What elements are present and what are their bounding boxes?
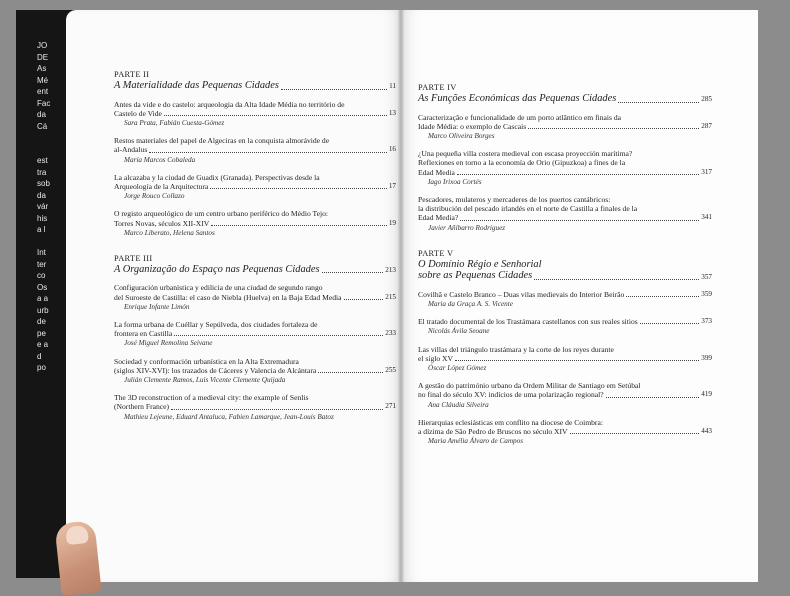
dot-leader: [174, 335, 383, 336]
part-label: PARTE III: [114, 253, 153, 263]
toc-entry: [418, 290, 712, 309]
dot-leader: [164, 115, 387, 116]
toc-part: [114, 70, 396, 238]
entry-title-line: [114, 402, 396, 411]
toc-part: [418, 83, 712, 233]
back-cover-line: e a: [37, 340, 49, 349]
entry-title: Edad Media: [418, 167, 455, 177]
entry-author: Marco Oliveira Borges: [428, 131, 495, 140]
entry-title: Edad Media?: [418, 213, 459, 223]
page-number: 443: [701, 426, 712, 435]
entry-title: Caracterização e funcionalidade de um porto atlântico em finais da: [418, 112, 622, 122]
back-cover-line: his: [37, 213, 48, 223]
dot-leader: [618, 102, 699, 103]
dot-leader: [281, 89, 387, 90]
entry-title-line: [114, 182, 396, 191]
toc-entry: [114, 209, 396, 238]
entry-title: The 3D reconstruction of a medieval city: the example of Senlis: [114, 393, 309, 403]
entry-title: (siglos XIV-XVI): los trazados de Cáceres y Valencia de Alcántara: [114, 365, 317, 375]
entry-author: Maria da Graça A. S. Vicente: [428, 299, 513, 308]
back-cover-line: Os: [37, 282, 48, 292]
entry-title-line: [418, 427, 712, 436]
part-heading-line: [114, 264, 396, 276]
back-cover-line: da: [37, 190, 46, 200]
page-number: 419: [701, 390, 712, 399]
entry-title: del Suroeste de Castilla: el caso de Niebla (Huelva) en la Baja Edad Media: [114, 292, 342, 302]
right-toc-column: [418, 83, 712, 456]
part-heading-line: [418, 270, 712, 282]
toc-entry: [114, 136, 396, 165]
entry-author: María Marcos Cobaleda: [124, 155, 196, 164]
entry-author: Enrique Infante Limón: [124, 302, 190, 311]
page-number: 359: [701, 289, 712, 298]
part-heading-line: [418, 93, 712, 105]
back-cover-line: DE: [37, 52, 49, 62]
toc-part: [114, 254, 396, 422]
entry-title: El tratado documental de los Trastámara castellanos con sus reales sitios: [418, 317, 638, 327]
entry-title: al-Andalus: [114, 145, 148, 155]
entry-title-line: [418, 317, 712, 326]
page-number: 13: [388, 108, 396, 117]
part-label: PARTE V: [418, 248, 454, 258]
entry-title-line: [114, 145, 396, 154]
back-cover-line: de: [37, 317, 46, 326]
back-cover-line: da: [37, 110, 46, 119]
dot-leader: [455, 360, 699, 361]
toc-entry: [114, 357, 396, 386]
toc-entry: [418, 195, 712, 233]
entry-author: Maria Amélia Álvaro de Campos: [428, 437, 524, 446]
toc-entry: [418, 418, 712, 447]
back-cover-line: Cá: [37, 121, 48, 131]
page-number: 287: [701, 121, 712, 130]
entry-title: Las villas del triángulo trastámara y la corte de los reyes durante: [418, 344, 614, 354]
entry-author: Julián Clemente Ramos, Luis Vicente Clemente Quijada: [124, 376, 286, 385]
entry-title-line: [114, 109, 396, 118]
back-cover-line: est: [37, 156, 48, 165]
dot-leader: [457, 174, 699, 175]
entry-title-line: [114, 366, 396, 375]
entry-title: la distribución del pescado irlandés en el norte de Castilla a finales de la: [418, 204, 638, 214]
entry-title-line: [114, 293, 396, 302]
dot-leader: [210, 188, 387, 189]
entry-author: Óscar López Gómez: [428, 363, 487, 372]
dot-leader: [171, 409, 383, 410]
entry-title: (Northern France): [114, 402, 170, 412]
entry-title-line: [418, 390, 712, 399]
page-number: 215: [385, 292, 396, 301]
back-cover-line: co: [37, 271, 46, 280]
entry-title: Arqueología de la Arquitectura: [114, 181, 209, 191]
back-cover-line: ent: [37, 87, 49, 96]
page-number: 341: [701, 213, 712, 222]
entry-author: Sara Prata, Fabián Cuesta-Gómez: [124, 118, 225, 127]
entry-title: frontera en Castilla: [114, 329, 173, 339]
part-label: PARTE II: [114, 70, 150, 79]
entry-author: Ana Cláudia Silveira: [428, 400, 489, 409]
entry-title-line: [418, 354, 712, 363]
dot-leader: [528, 128, 699, 129]
toc-entry: [418, 345, 712, 374]
toc-part: [418, 249, 712, 447]
dot-leader: [606, 397, 700, 398]
entry-title: Configuración urbanística y edilicia de una ciudad de segundo rango: [114, 283, 323, 293]
entry-author: Jorge Rouco Collazo: [124, 192, 185, 201]
back-cover-line: vár: [37, 202, 49, 211]
dot-leader: [460, 220, 699, 221]
entry-title: A gestão do património urbano da Ordem Militar de Santiago em Setúbal: [418, 381, 641, 391]
entry-author: Iago Irixoa Cortés: [428, 177, 482, 186]
page-number: 271: [385, 402, 396, 411]
part-title: O Domínio Régio e Senhorial: [418, 258, 542, 270]
entry-title: La alcazaba y la ciudad de Guadix (Granada). Perspectivas desde la: [114, 172, 320, 182]
dot-leader: [344, 299, 384, 300]
back-cover-line: JO: [37, 41, 48, 50]
back-cover-line: tra: [37, 167, 47, 177]
page-number: 233: [385, 329, 396, 338]
entry-title: Restos materiales del papel de Algeciras en la conquista almorávide de: [114, 136, 330, 146]
back-cover-line: sob: [37, 179, 50, 188]
entry-title-line: [418, 213, 712, 222]
entry-title: Sociedad y conformación urbanística en la Alta Extremadura: [114, 356, 299, 366]
entry-title: Torres Novas, séculos XII-XIV: [114, 218, 210, 228]
entry-title: Reflexiones en torno a la economía de Orio (Gipuzkoa) a fines de la: [418, 158, 626, 168]
part-title: A Organização do Espaço nas Pequenas Cidades: [114, 263, 320, 275]
dot-leader: [322, 272, 384, 273]
back-cover-line: Int: [37, 248, 46, 257]
part-heading-line: [114, 80, 396, 92]
entry-title: Idade Média: o exemplo de Cascais: [418, 121, 527, 131]
dot-leader: [640, 323, 699, 324]
entry-title: el siglo XV: [418, 353, 454, 363]
thumbnail-nail: [65, 525, 89, 545]
page-number: 285: [701, 95, 712, 104]
toc-entry: [418, 149, 712, 187]
toc-entry: [114, 173, 396, 202]
page-number: 373: [701, 317, 712, 326]
page-number: 357: [701, 272, 712, 281]
entry-title: ¿Una pequeña villa costera medieval con escasa proyección marítima?: [418, 149, 633, 159]
entry-title: Castelo de Vide: [114, 108, 162, 118]
entry-title: Pescadores, mulateros y mercaderes de los puertos cantábricos:: [418, 194, 611, 204]
page-number: 213: [385, 266, 396, 275]
entry-title-line: [418, 168, 712, 177]
page-number: 16: [388, 145, 396, 154]
toc-entry: [114, 100, 396, 129]
part-title: sobre as Pequenas Cidades: [418, 270, 533, 282]
back-cover-line: pe: [37, 328, 46, 338]
back-cover-line: Mé: [37, 75, 49, 85]
entry-author: José Miguel Remolina Seivane: [124, 339, 213, 348]
entry-title: no final do século XV: indícios de uma polarização regional?: [418, 390, 604, 400]
dot-leader: [534, 279, 699, 280]
part-label: PARTE IV: [418, 83, 457, 92]
entry-title-line: [418, 290, 712, 299]
page-number: 255: [385, 365, 396, 374]
back-cover-line: Fac: [37, 98, 51, 108]
toc-entry: [114, 393, 396, 422]
part-title: A Materialidade das Pequenas Cidades: [114, 80, 279, 91]
back-cover-line: urb: [37, 305, 49, 315]
toc-entry: [114, 320, 396, 349]
part-title: As Funções Económicas das Pequenas Cidades: [418, 93, 617, 104]
toc-entry: [418, 113, 712, 142]
back-cover-line: d: [37, 351, 42, 361]
toc-entry: [114, 283, 396, 312]
dot-leader: [149, 152, 386, 153]
entry-title: Covilhã e Castelo Branco – Duas vilas medievais do Interior Beirão: [418, 289, 625, 299]
toc-entry: [418, 317, 712, 336]
entry-author: Marco Liberato, Helena Santos: [124, 228, 215, 237]
page-number: 17: [388, 181, 396, 190]
page-number: 399: [701, 353, 712, 362]
toc-entry: [418, 381, 712, 410]
page-number: 317: [701, 167, 712, 176]
entry-title-line: [114, 329, 396, 338]
dot-leader: [626, 296, 699, 297]
back-cover-line: a l: [37, 225, 46, 234]
entry-title: Antes da vide e do castelo: arqueologia da Alta Idade Média no território de: [114, 99, 345, 109]
dot-leader: [318, 372, 383, 373]
book-spine: [398, 10, 404, 582]
entry-author: Nicolás Ávila Seoane: [428, 327, 490, 336]
back-cover-line: As: [37, 64, 47, 73]
left-toc-column: [114, 70, 396, 432]
dot-leader: [211, 225, 387, 226]
entry-title-line: [418, 122, 712, 131]
back-cover-line: a a: [37, 294, 49, 303]
page-number: 19: [388, 218, 396, 227]
page-number: 11: [389, 82, 396, 91]
entry-title: Hierarquias eclesiásticas em conflito na diocese de Coimbra:: [418, 417, 603, 427]
entry-title: a dízima de São Pedro de Bruscos no século XIV: [418, 426, 568, 436]
entry-author: Javier Añíbarro Rodríguez: [428, 223, 506, 232]
entry-title-line: [114, 219, 396, 228]
entry-title: O registo arqueológico de um centro urbano periférico do Médio Tejo:: [114, 209, 328, 219]
back-cover-line: ter: [37, 259, 47, 269]
back-cover-line: po: [37, 363, 46, 372]
entry-author: Mathieu Lejeune, Eduard Antaluca, Fabien Lamarque, Jean-Louis Batoz: [124, 412, 334, 421]
dot-leader: [570, 433, 700, 434]
entry-title: La forma urbana de Cuéllar y Sepúlveda, dos ciudades fortaleza de: [114, 320, 318, 330]
